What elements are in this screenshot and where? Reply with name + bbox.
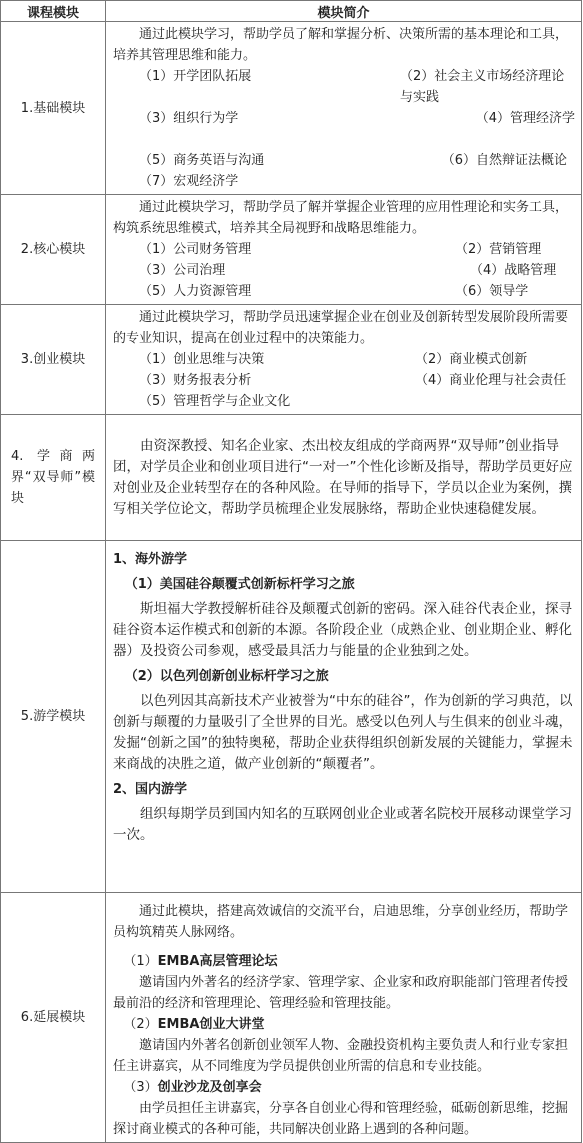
list-item: （6）自然辩证法概论 xyxy=(441,153,567,168)
module-desc xyxy=(106,893,582,1143)
section-title: EMBA创业大讲堂 xyxy=(157,1017,265,1032)
module-desc xyxy=(106,415,582,541)
paragraph: 组织每期学员到国内知名的互联网创业企业或著名院校开展移动课堂学习一次。 xyxy=(113,806,572,843)
module-desc xyxy=(106,22,582,195)
list-item: （3）财务报表分析 xyxy=(139,373,252,388)
table-row xyxy=(1,541,582,893)
paragraph: 由学员担任主讲嘉宾，分享各自创业心得和管理经验，砥砺创新思维，挖掘探讨商业模式的各种可能，共同解决创业路上遇到的各种问题。 xyxy=(113,1101,569,1137)
module-desc xyxy=(106,195,582,305)
list-item: （3）组织行为学 xyxy=(139,111,239,126)
section-number: （2） xyxy=(123,1017,158,1032)
module-intro: 通过此模块学习，帮助学员迅速掌握企业在创业及创新转型发展阶段所需要的专业知识，提高在创业过程中的决策能力。 xyxy=(113,310,569,346)
module-desc xyxy=(106,305,582,415)
table-row xyxy=(1,893,582,1143)
list-item: （1）创业思维与决策 xyxy=(139,352,265,367)
list-item: （4）商业伦理与社会责任 xyxy=(415,373,567,388)
module-intro: 由资深教授、知名企业家、杰出校友组成的学商两界“双导师”创业指导团，对学员企业和创业项目进行“一对一”个性化诊断及指导，帮助学员更好应对创业及企业转型存在的各种风险。在导师的指导下，学员以企业为案例，撰写相关学位论文，帮助学员梳理企业发展脉络，帮助企业快速稳健发展。 xyxy=(113,437,573,517)
list-item: （3）公司治理 xyxy=(139,263,226,278)
list-item: （5）商务英语与沟通 xyxy=(139,153,265,168)
module-intro: 通过此模块学习，帮助学员了解和掌握分析、决策所需的基本理论和工具，培养其管理思维和能力。 xyxy=(113,27,569,63)
section-number: （3） xyxy=(123,1080,158,1095)
list-item: （7）宏观经济学 xyxy=(139,174,239,189)
table-row xyxy=(1,305,582,415)
module-intro: 通过此模块学习，帮助学员了解并掌握企业管理的应用性理论和实务工具，构筑系统思维模式，培养其全局视野和战略思维能力。 xyxy=(113,200,569,236)
list-item: （2）社会主义市场经济理论与实践 xyxy=(400,69,565,105)
header-course-module: 课程模块 xyxy=(1,1,106,22)
module-desc xyxy=(106,541,582,893)
section-heading: 1、海外游学 xyxy=(113,552,188,567)
list-item: （4）管理经济学 xyxy=(475,111,575,126)
module-name: 2.核心模块 xyxy=(1,195,106,305)
section-title: EMBA高层管理论坛 xyxy=(157,954,278,969)
list-item: （1）公司财务管理 xyxy=(139,242,252,257)
list-item: （6）领导学 xyxy=(455,284,529,299)
section-number: （1） xyxy=(123,954,158,969)
table-row xyxy=(1,22,582,195)
table-row xyxy=(1,415,582,541)
module-name: 4. 学商两界“双导师”模块 xyxy=(1,415,106,541)
paragraph: 以色列因其高新技术产业被誉为“中东的硅谷”，作为创新的学习典范，以创新与颠覆的力量吸引了全世界的目光。感受以色列人与生俱来的创业斗魂，发掘“创新之国”的独特奥秘，帮助企业获得组织创新发展的关键能力，掌握未来商战的决胜之道，做产业创新的“颠覆者”。 xyxy=(113,693,573,772)
list-item: （5）人力资源管理 xyxy=(139,284,252,299)
subsection-heading: （1）美国硅谷颠覆式创新标杆学习之旅 xyxy=(124,577,355,592)
paragraph: 邀请国内外著名的经济学家、管理学家、企业家和政府职能部门管理者传授最前沿的经济和管理理论、管理经验和管理技能。 xyxy=(113,975,569,1011)
header-module-intro: 模块简介 xyxy=(106,1,582,22)
module-intro: 通过此模块，搭建高效诚信的交流平台，启迪思维，分享创业经历，帮助学员构筑精英人脉网络。 xyxy=(113,904,569,940)
table-header-row xyxy=(1,1,582,22)
module-name: 5.游学模块 xyxy=(1,541,106,893)
table-row xyxy=(1,195,582,305)
list-item: （1）开学团队拓展 xyxy=(139,69,252,84)
subsection-heading: （2）以色列创新创业标杆学习之旅 xyxy=(124,669,329,684)
list-item: （4）战略管理 xyxy=(470,263,557,278)
section-title: 创业沙龙及创享会 xyxy=(157,1080,262,1095)
module-name: 6.延展模块 xyxy=(1,893,106,1143)
module-name: 1.基础模块 xyxy=(1,22,106,195)
paragraph: 斯坦福大学教授解析硅谷及颠覆式创新的密码。深入硅谷代表企业，探寻硅谷资本运作模式和创新的本源。各阶段企业（成熟企业、创业期企业、孵化器）及投资公司参观，感受最具活力与能量的企业独到之处。 xyxy=(113,601,572,659)
paragraph: 邀请国内外著名创新创业领军人物、金融投资机构主要负责人和行业专家担任主讲嘉宾，从不同维度为学员提供创业所需的信息和专业技能。 xyxy=(113,1038,569,1074)
section-heading: 2、国内游学 xyxy=(113,782,188,797)
module-name: 3.创业模块 xyxy=(1,305,106,415)
list-item: （2）商业模式创新 xyxy=(415,352,528,367)
list-item: （2）营销管理 xyxy=(455,242,542,257)
list-item: （5）管理哲学与企业文化 xyxy=(139,394,291,409)
